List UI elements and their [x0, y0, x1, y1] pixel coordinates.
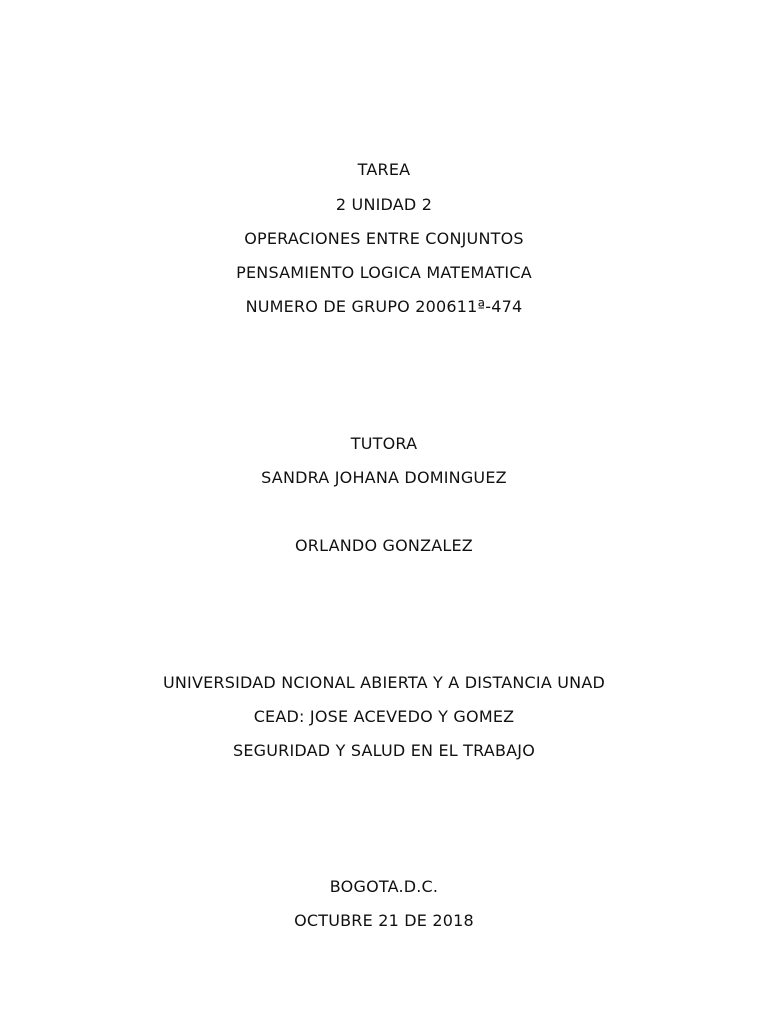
- group-number: NUMERO DE GRUPO 200611ª-474: [245, 297, 523, 316]
- topic-title: OPERACIONES ENTRE CONJUNTOS: [244, 229, 524, 248]
- university-name: UNIVERSIDAD NCIONAL ABIERTA Y A DISTANCIA UNAD: [162, 673, 606, 692]
- course-title: PENSAMIENTO LOGICA MATEMATICA: [236, 263, 532, 282]
- tutor-label: TUTORA: [350, 434, 418, 453]
- program-name: SEGURIDAD Y SALUD EN EL TRABAJO: [233, 741, 535, 760]
- city-name: BOGOTA.D.C.: [329, 877, 439, 896]
- author-name: ORLANDO GONZALEZ: [295, 536, 473, 555]
- tutor-name: SANDRA JOHANA DOMINGUEZ: [261, 468, 507, 487]
- task-title: TAREA: [357, 160, 411, 179]
- document-date: OCTUBRE 21 DE 2018: [294, 911, 474, 930]
- center-name: CEAD: JOSE ACEVEDO Y GOMEZ: [253, 707, 515, 726]
- unit-title: 2 UNIDAD 2: [335, 195, 433, 214]
